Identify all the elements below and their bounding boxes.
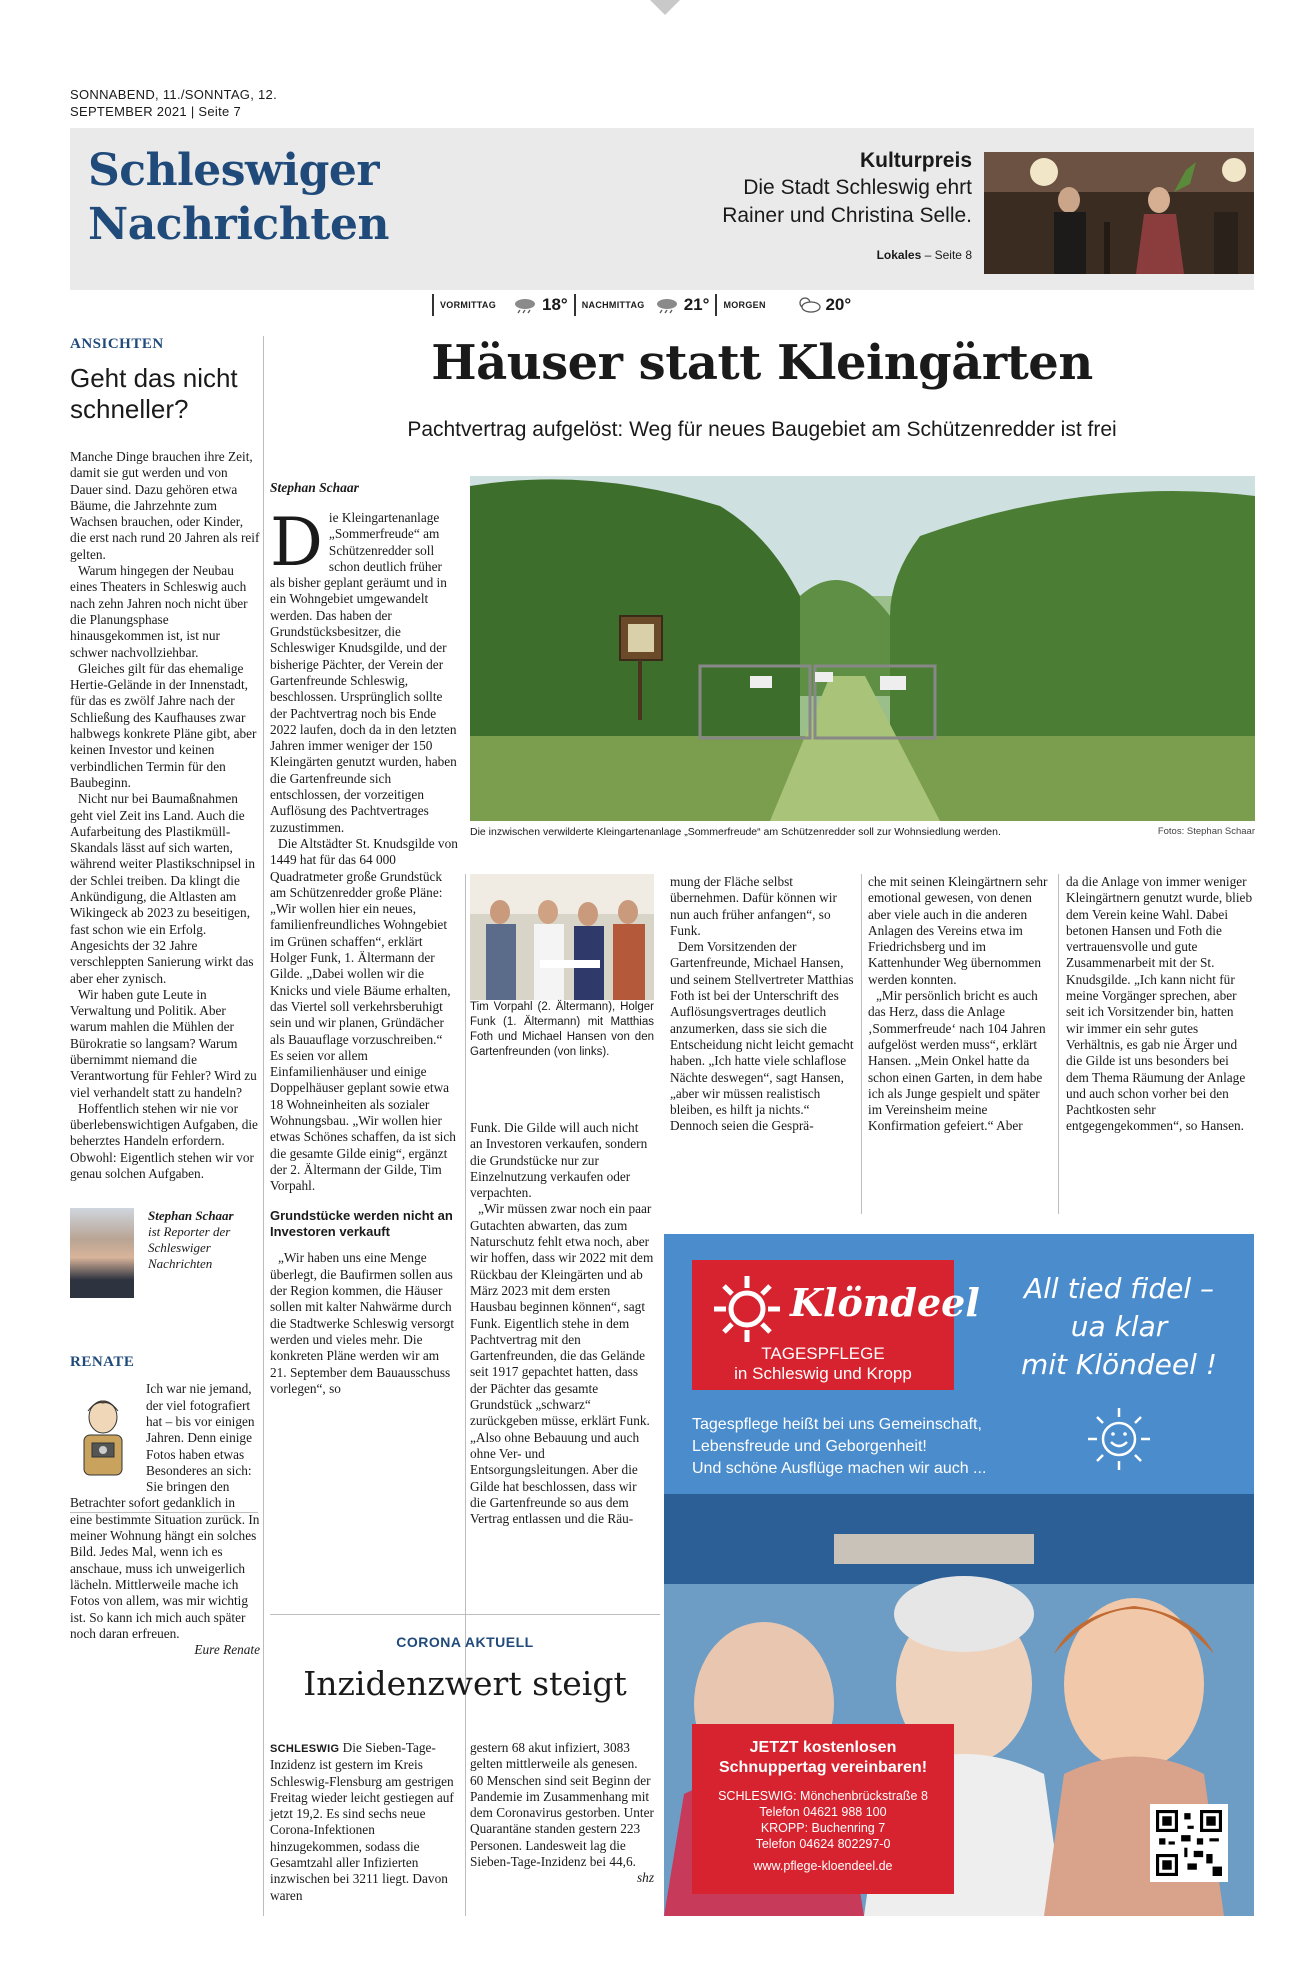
corona-column-1 [270,1740,454,1904]
article-column-1 [270,504,458,1397]
left-column [70,336,260,1658]
weather-temp: 18° [542,295,568,314]
weather-label: MORGEN [723,300,766,310]
page-notch [650,0,680,15]
commentary-body [70,449,260,1182]
smiling-sun-icon [1084,1404,1154,1474]
article-column-5 [1066,874,1254,1135]
advertisement[interactable] [664,1234,1254,1916]
article-column-4 [868,874,1052,1135]
dateline: SONNABEND, 11./SONNTAG, 12. SEPTEMBER 2021 | Seite 7 [70,87,278,119]
weather-morgen [715,294,857,316]
article-paragraph: Dem Vorsitzenden der Gartenfreunde, Michael Hansen, und seinem Stellvertreter Matthias Foth ist bei der Unterschrift des Auflösungsvertrages deutlich anzumerken, dass sie sich die Entscheidung nicht leicht gemacht haben. „Ich hatte viele schlaflose Nächte deswegen“, sagt Hansen, „aber wir müssen realistisch bleiben, es hilft ja nichts.“ Dennoch seien die Gesprä- [670,939,854,1134]
weather-nachmittag [574,294,716,316]
commentary-rubric: ANSICHTEN [70,336,164,352]
ad-brand-sub-2: in Schleswig und Kropp [734,1364,912,1383]
ad-logo [692,1260,980,1390]
teaser-kicker: Kulturpreis [859,149,972,172]
renate-signature: Eure Renate [194,1642,260,1658]
section-rule [270,1614,660,1615]
qr-code-pattern [1156,1810,1222,1876]
teaser-ref-page: – Seite 8 [924,248,972,262]
author-box [70,1208,260,1298]
ad-cta-1: JETZT kostenlosen [749,1739,897,1756]
weather-vormittag [432,294,574,316]
article-paragraph: „Mir persönlich bricht es auch das Herz, dass die Anlage ‚Sommerfreude‘ nach 104 Jahren aufgelöst werden muss“, erklärt Hansen. „Mein Onkel hatte da schon einen Garten, in dem habe ich als Junge gespielt und später im Vereinsheim meine Konfirmation gefeiert.“ Aber [868,988,1046,1134]
photo-credit: Fotos: Stephan Schaar [1157,826,1255,837]
column-rule [861,874,862,1214]
ad-text-2: Lebensfreude und Geborgenheit! [692,1438,927,1455]
sun-logo-icon [712,1274,782,1344]
ad-cta-headline [692,1738,954,1778]
commentary-paragraph: Warum hingegen der Neubau eines Theaters in Schleswig auch nach zehn Jahren noch nicht über die Planungsphase hinausgekommen ist, ist nur schwer nachvollziehbar. [70,563,248,660]
ad-slogan-3: mit Klöndeel ! [1020,1348,1218,1381]
main-photo[interactable] [470,476,1255,821]
commentary-paragraph: Wir haben gute Leute in Verwaltung und Politik. Aber warum mahlen die Mühlen der Bürokratie so langsam? Warum übernimmt niemand die Verantwortung für Fehler? Wird zu viel verhandelt statt zu handeln? [70,986,257,1100]
column-rule [1058,874,1059,1214]
ad-brand-sub [692,1344,954,1384]
article-paragraph: ie Kleingartenanlage „Sommerfreude“ am Schützenredder soll schon deutlich früher als bisher geplant geräumt und in ein Wohngebiet umgewandelt werden. Das haben der Grundstücksbesitzer, die Schleswiger Knudsgilde, und der bisherige Pächter, der Verein der Gartenfreunde Schleswig, beschlossen. Ursprünglich sollte der Pachtvertrag noch bis Ende 2022 laufen, doch da in den letzten Jahren immer weniger der 150 Kleingärten genutzt wurden, haben die Gartenfreunde sich entschlossen, der vorzeitigen Auflösung des Pachtvertrages zuzustimmen. [270,510,457,835]
ad-slogan-2: ua klar [1070,1310,1168,1343]
title-line-1: Schleswiger [88,145,380,196]
article-subtitle: Grundstücke werden nicht an Investoren verkauft [270,1208,453,1240]
corona-signature: shz [637,1870,654,1886]
article-paragraph: mung der Fläche selbst übernehmen. Dafür können wir nun auch früher anfangen“, so Funk. [670,874,837,938]
commentary-paragraph: Gleiches gilt für das ehemalige Hertie-Gelände in der Innenstadt, für das es zwölf Jahre nach der Schließung des Kaufhauses zwar halbwegs konkrete Pläne gibt, aber keinen Investor und keinen verbindlichen Termin für den Baubeginn. [70,660,257,790]
ad-addr-1: SCHLESWIG: Mönchenbrückstraße 8 [718,1789,928,1803]
rain-cloud-icon [654,296,680,314]
article-paragraph: da die Anlage von immer weniger Kleingärtnern genutzt wurde, blieb dem Verein keine Wahl. Dabei betonen Hansen und Foth die vertrauensvolle und gute Zusammenarbeit mit der St. Knudsgilde. „Ich kann nicht für meine Vorgänger sprechen, aber seit ich Vorsitzender bin, hatten wir immer ein sehr gutes Verhältnis, es gab nie Ärger und die Gilde ist uns besonders bei dem Thema Räumung der Anlage und auch schon vorher bei den Pachtkosten sehr entgegengekommen“, so Hansen. [1066,874,1253,1134]
weather-strip [432,290,857,320]
ad-text-1: Tagespflege heißt bei uns Gemeinschaft, [692,1416,982,1433]
newspaper-title [88,144,389,252]
weather-temp: 20° [825,295,852,314]
title-line-2: Nachrichten [88,199,389,250]
culture-teaser[interactable] [722,148,972,262]
ad-cta-2: Schnuppertag vereinbaren! [718,1759,928,1776]
dropcap: D [270,504,323,581]
ad-brand-sub-1: TAGESPFLEGE [761,1344,885,1363]
commentary-paragraph: Nicht nur bei Baumaßnahmen geht viel Zeit ins Land. Auch die Aufarbeitung des Plastikmüll-Skandals lässt auf sich warten, während weiter Plastikschnipsel in der Schlei treiben. Da klingt die Ankündigung, die Altlasten am Wikingeck ab 2023 zu beseitigen, fast schon wie ein Erfolg. Angesichts der 32 Jahre verschleppten Sanierung wirkt das aber eher zynisch. [70,791,256,986]
commentary-paragraph: Hoffentlich stehen wir nie vor überlebenswichtigen Aufgaben, die beherztes Handeln erfordern. Obwohl: Eigentlich stehen wir vor genau solchen Aufgaben. [70,1100,258,1182]
qr-code-icon[interactable] [1150,1804,1228,1882]
weather-label: NACHMITTAG [581,300,645,310]
ad-brand: Klöndeel [790,1280,980,1325]
renate-text: Ich war nie jemand, der viel fotografiert hat – bis vor einigen Jahren. Denn einige Fotos haben etwas Besonderes an sich: Sie bringen den Betrachter sofort gedanklich in eine bestimmte Situation zurück. In meiner Wohnung hängt ein solches Bild. Jedes Mal, wenn ich es anschaue, muss ich unweigerlich lächeln. Mittlerweile mache ich Fotos von allem, was mir wichtig ist. So kann ich mich auch später noch daran erfreuen. [70,1381,260,1641]
article-paragraph: Die Altstädter St. Knudsgilde von 1449 hat für das 64 000 Quadratmeter große Grundstück am Schützenredder große Pläne: „Wir wollen hier ein neues, familienfreundliches Wohngebiet im Grünen schaffen“, erklärt Holger Funk, 1. Ältermann der Gilde. „Dabei wollen wir die Knicks und viele Bäume erhalten, das Viertel soll verkehrsberuhigt sein und wir planen, Gründächer als Bauauflage vorzuschreiben.“ Es seien vor allem Einfamilienhäuser und einige Doppelhäuser geplant sowie etwa 18 Wohneinheiten als sozialer Wohnungsbau. „Wir wollen hier etwas Schönes schaffen, da ist sich die gesamte Gilde einig“, ergänzt der 2. Ältermann der Gilde, Tim Vorpahl. [270,835,458,1194]
weather-temp: 21° [683,295,710,314]
corona-headline: Inzidenzwert steigt [303,1664,627,1703]
author-name: Stephan Schaar [148,1208,234,1224]
ad-slogan-1: All tied fidel – [1023,1272,1215,1305]
teaser-line-2: Rainer und Christina Selle. [722,204,972,227]
teaser-line-1: Die Stadt Schleswig ehrt [743,176,972,199]
garden-gate-photo [470,476,1255,821]
teaser-ref [722,248,972,262]
ad-addresses [692,1788,954,1874]
corona-text-1: Die Sieben-Tage-Inzidenz ist gestern im Kreis Schleswig-Flensburg am gestrigen Freitag wieder leicht gestiegen auf jetzt 19,2. Es sind sechs neue Corona-Infektionen hinzugekommen, sodass die Gesamtzahl aller Infizierten inzwischen bei 3211 liegt. Davon waren [270,1740,454,1903]
ad-url[interactable]: www.pflege-kloendeel.de [753,1859,893,1873]
corona-kicker: CORONA AKTUELL [396,1634,534,1650]
ortsmarke: SCHLESWIG [270,1743,340,1755]
article-byline: Stephan Schaar [270,480,359,495]
corona-column-2 [470,1740,654,1887]
article-subhead: Pachtvertrag aufgelöst: Weg für neues Baugebiet am Schützenredder ist frei [407,418,1117,441]
column-rule [263,336,264,1916]
ad-addr-2: Telefon 04621 988 100 [759,1805,887,1819]
article-column-2 [470,1120,654,1527]
article-column-3 [670,874,854,1135]
stage-photo-illustration [984,152,1254,274]
ad-text-3: Und schöne Ausflüge machen wir auch ... [692,1460,987,1477]
column-rule [465,874,466,1916]
group-photo-illustration [470,874,654,1000]
article-paragraph: Funk. Die Gilde will auch nicht an Investoren verkaufen, sondern die Grundstücke nur zur Einzelnutzung verkaufen oder verpachten. [470,1120,648,1201]
teaser-photo[interactable] [984,152,1254,274]
author-info [148,1208,260,1298]
article-paragraph: che mit seinen Kleingärtnern sehr emotional gewesen, von denen aber viele auch in die anderen Anlagen des Vereins etwa im Friedrichsberg und im Kattenhunder Weg übernommen werden konnten. [868,874,1048,987]
corona-text-2: gestern 68 akut infiziert, 3083 gelten mittlerweile als genesen. 60 Menschen sind seit Beginn der Pandemie im Zusammenhang mit dem Coronavirus gestorben. Unter Quarantäne standen gestern 223 Personen. Landesweit lag die Sieben-Tage-Inzidenz bei 44,6. [470,1740,654,1870]
weather-label: VORMITTAG [440,300,497,310]
renate-mascot-icon [70,1391,136,1483]
masthead [70,128,1254,290]
commentary-paragraph: Manche Dinge brauchen ihre Zeit, damit sie gut werden und von Dauer sind. Dazu gehören etwa Bäume, die Jahrzehnte zum Wachsen brauchen, oder Kinder, die erst nach rund 20 Jahren als reif gelten. [70,449,260,562]
ad-text [692,1414,1012,1480]
ad-addr-4: Telefon 04624 802297-0 [755,1837,891,1851]
article-paragraph: „Wir müssen zwar noch ein paar Gutachten abwarten, das zum Naturschutz fehlt etwa noch, aber wir hoffen, dass wir 2022 mit dem Rückbau der Kleingärten und ab März 2023 mit dem ersten Hausbau beginnen können“, sagt Funk. Eigentlich stehe in dem Pachtvertrag mit den Gartenfreunden, die das Gelände seit 1917 gepachtet hatten, dass der Pächter das gesamte Grundstück „schwarz“ zurückgeben müsse, erklärt Funk. „Also ohne Bebauung und auch ohne Ver- und Entsorgungsleitungen. Aber die Gilde hat beschlossen, dass wir die Gartenfreunde so aus dem Vertrag entlassen und die Räu- [470,1201,654,1527]
main-photo-caption [470,826,1255,838]
sun-cloud-icon [795,296,821,314]
renate-rubric: RENATE [70,1354,135,1371]
teaser-ref-section: Lokales [876,248,922,262]
author-photo [70,1208,134,1298]
author-role: ist Reporter der Schleswiger Nachrichten [148,1224,231,1272]
corona-paragraph [270,1740,454,1904]
article-paragraph: „Wir haben uns eine Menge überlegt, die Baufirmen sollen aus der Region kommen, die Häuser sollen mit kalter Nahwärme durch die Stadtwerke Schleswig versorgt werden und vieles mehr. Die konkreten Pläne werden wir am 21. September dem Bauausschuss vorlegen“, so [270,1250,455,1396]
ad-addr-3: KROPP: Buchenring 7 [760,1821,886,1835]
article-headline: Häuser statt Kleingärten [431,335,1093,391]
rain-cloud-icon [512,296,538,314]
ad-call-to-action[interactable] [692,1724,954,1894]
commentary-title: Geht das nicht schneller? [70,363,238,424]
group-photo[interactable] [470,874,654,1000]
group-photo-caption: Tim Vorpahl (2. Ältermann), Holger Funk (1. Ältermann) mit Matthias Foth und Michael Hansen von den Gartenfreunden (von links). [470,1001,654,1058]
ad-slogan [994,1270,1244,1384]
photo-caption-text: Die inzwischen verwilderte Kleingartenanlage „Sommerfreude“ am Schützenredder soll zur Wohnsiedlung werden. [470,826,1001,838]
renate-body [70,1381,260,1658]
